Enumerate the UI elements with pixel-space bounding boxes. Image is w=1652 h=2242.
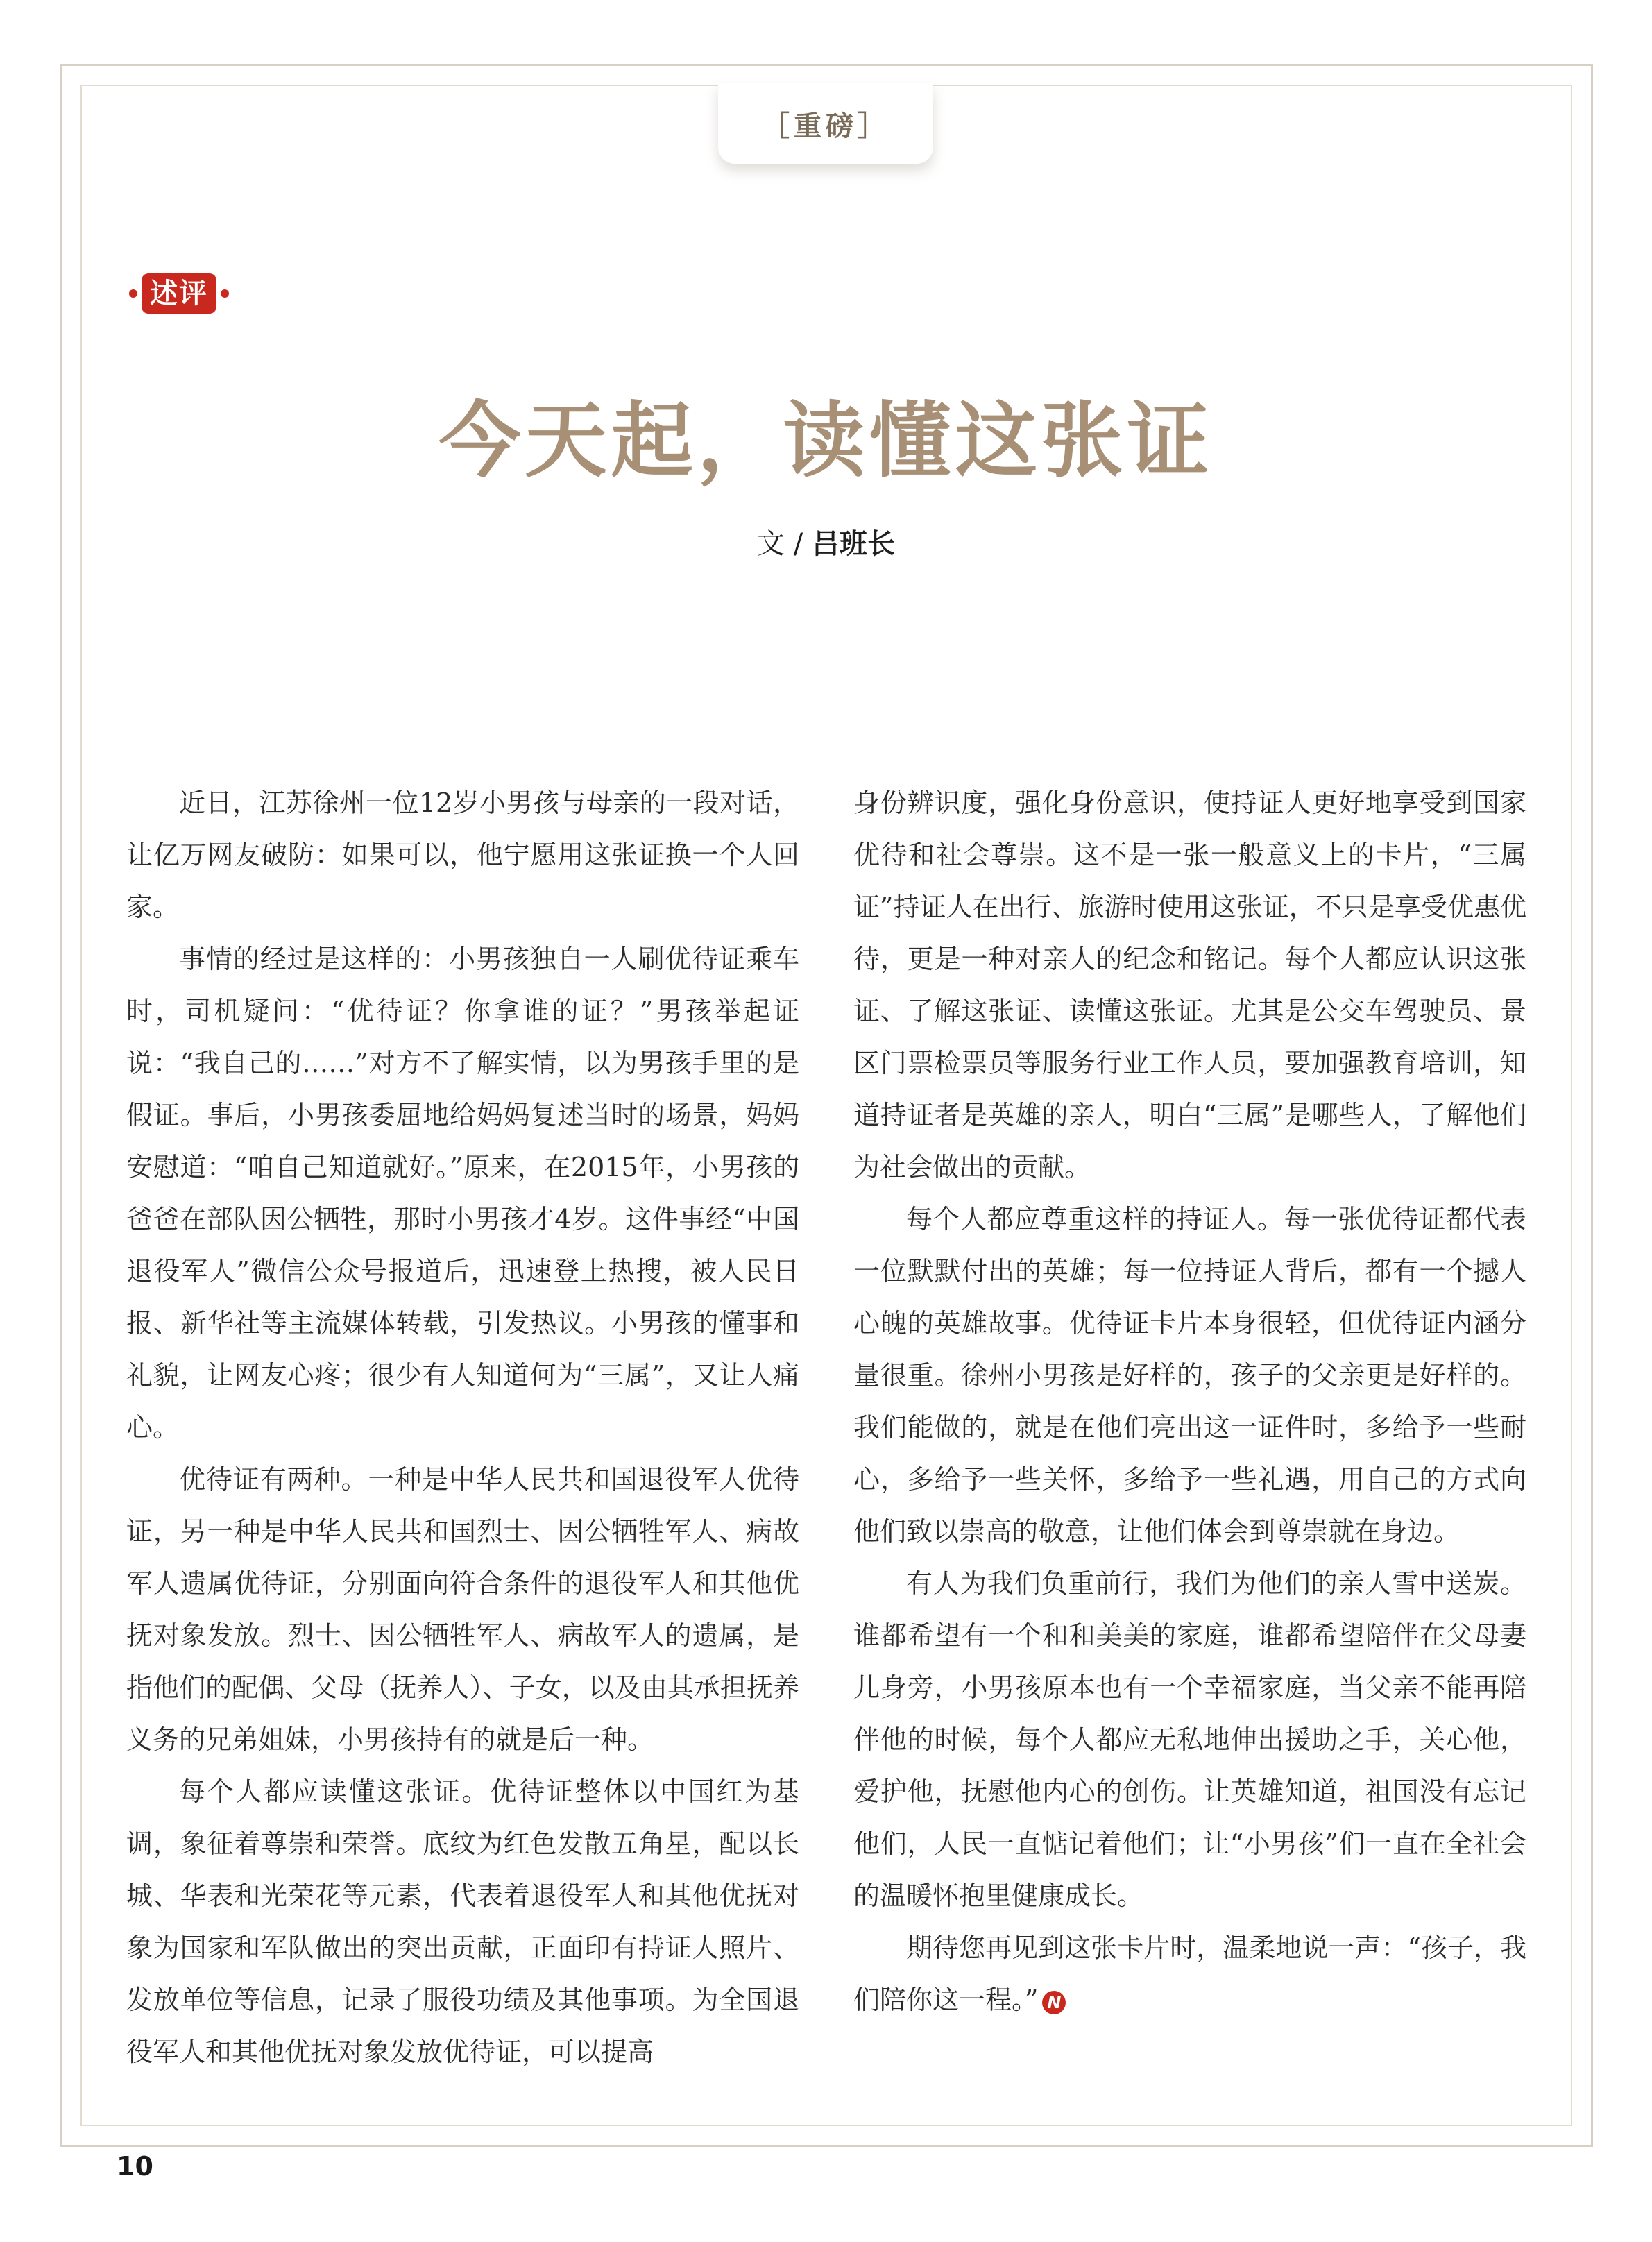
author-name: 吕班长: [811, 528, 895, 560]
paragraph: 有人为我们负重前行，我们为他们的亲人雪中送炭。谁都希望有一个和和美美的家庭，谁都希望陪伴在父母妻儿身旁，小男孩原本也有一个幸福家庭，当父亲不能再陪伴他的时候，每个人都应无私地伸出援助之手，关心他，爱护他，抚慰他内心的创伤。让英雄知道，祖国没有忘记他们，人民一直惦记着他们；让“小男孩”们一直在全社会的温暖怀抱里健康成长。: [853, 1568, 1526, 1911]
section-label: ［重磅］: [762, 110, 889, 142]
paragraph: 优待证有两种。一种是中华人民共和国退役军人优待证，另一种是中华人民共和国烈士、因公牺牲军人、病故军人遗属优待证，分别面向符合条件的退役军人和其他优抚对象发放。烈士、因公牺牲军人、病故军人的遗属，是指他们的配偶、父母（抚养人）、子女，以及由其承担抚养义务的兄弟姐妹，小男孩持有的就是后一种。: [126, 1464, 799, 1755]
page-number: 10: [117, 2151, 153, 2182]
paragraph: 每个人都应读懂这张证。优待证整体以中国红为基调，象征着尊崇和荣誉。底纹为红色发散五角星，配以长城、华表和光荣花等元素，代表着退役军人和其他优抚对象为国家和军队做出的突出贡献，正面印有持证人照片、发放单位等信息，记录了服役功绩及其他事项。为全国退役军人和其他优抚对象发放优待证，可以提高: [126, 1776, 799, 2067]
paragraph: 每个人都应尊重这样的持证人。每一张优待证都代表一位默默付出的英雄；每一位持证人背后，都有一个撼人心魄的英雄故事。优待证卡片本身很轻，但优待证内涵分量很重。徐州小男孩是好样的，孩子的父亲更是好样的。我们能做的，就是在他们亮出这一证件时，多给予一些耐心，多给予一些关怀，多给予一些礼遇，用自己的方式向他们致以崇高的敬意，让他们体会到尊崇就在身边。: [853, 1204, 1526, 1547]
right-column: [853, 777, 1526, 2026]
article-title: 今天起，读懂这张证: [438, 392, 1214, 489]
paragraph-continuation: 身份辨识度，强化身份意识，使持证人更好地享受到国家优待和社会尊崇。这不是一张一般意义上的卡片，“三属证”持证人在出行、旅游时使用这张证，不只是享受优惠优待，更是一种对亲人的纪念和铭记。每个人都应认识这张证、了解这张证、读懂这张证。尤其是公交车驾驶员、景区门票检票员等服务行业工作人员，要加强教育培训，知道持证者是英雄的亲人，明白“三属”是哪些人，了解他们为社会做出的贡献。: [853, 788, 1526, 1182]
byline-prefix: 文 /: [757, 528, 812, 560]
left-column: [126, 777, 799, 2078]
stamp-dot-right: [221, 289, 229, 298]
closing-paragraph: [853, 1922, 1526, 2026]
end-mark-icon: N: [1042, 1991, 1066, 2014]
stamp-dot-left: [129, 289, 137, 298]
paragraph: 事情的经过是这样的：小男孩独自一人刷优待证乘车时，司机疑问：“优待证？你拿谁的证？”男孩举起证说：“我自己的……”对方不了解实情，以为男孩手里的是假证。事后，小男孩委屈地给妈妈复述当时的场景，妈妈安慰道：“咱自己知道就好。”原来，在2015年，小男孩的爸爸在部队因公牺牲，那时小男孩才4岁。这件事经“中国退役军人”微信公众号报道后，迅速登上热搜，被人民日报、新华社等主流媒体转载，引发热议。小男孩的懂事和礼貌，让网友心疼；很少有人知道何为“三属”，又让人痛心。: [126, 944, 799, 1443]
byline: [0, 522, 1652, 561]
stamp-label: 述评: [142, 273, 216, 314]
paragraph: 近日，江苏徐州一位12岁小男孩与母亲的一段对话，让亿万网友破防：如果可以，他宁愿用这张证换一个人回家。: [126, 788, 799, 922]
section-tab: [718, 83, 933, 164]
closing-text: 期待您再见到这张卡片时，温柔地说一声：“孩子，我们陪你这一程。”: [853, 1933, 1526, 2015]
category-stamp: [124, 272, 235, 315]
